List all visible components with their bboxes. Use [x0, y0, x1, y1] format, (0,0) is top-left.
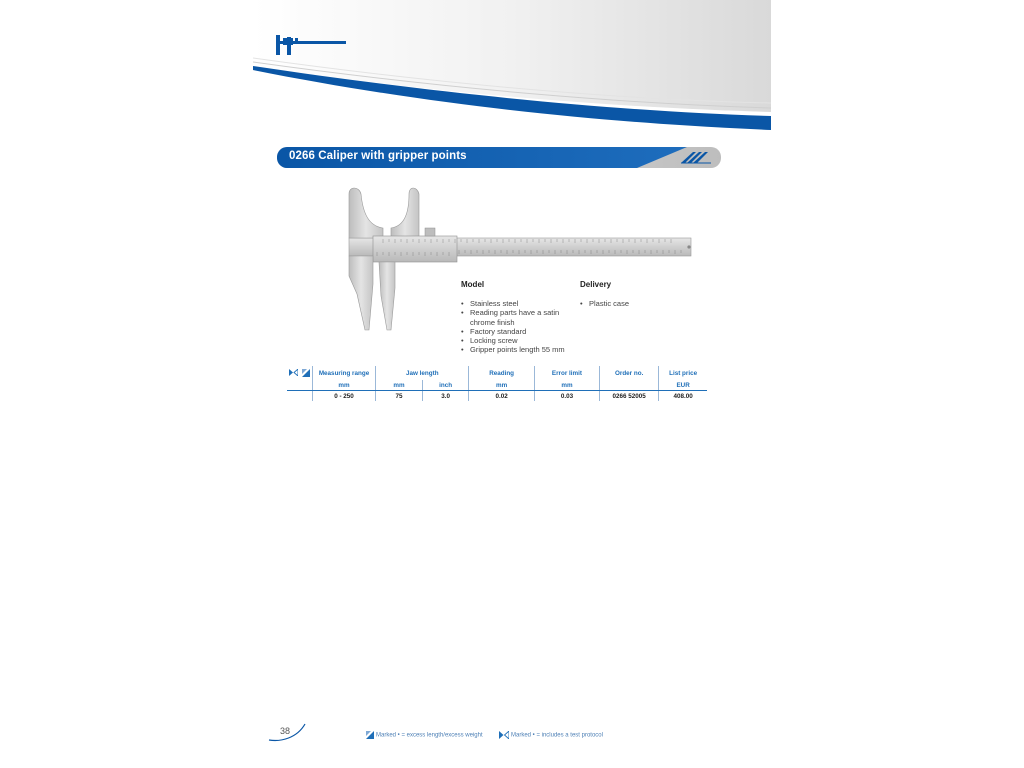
page-number: 38 [280, 726, 291, 736]
cell-reading: 0.02 [469, 391, 534, 402]
model-item: • Locking screw [461, 336, 571, 345]
cell-list-price: 408.00 [659, 391, 707, 402]
unit-error-limit: mm [534, 380, 599, 391]
header-error-limit: Error limit [534, 366, 599, 380]
cell-order-no: 0266 52005 [600, 391, 659, 402]
spec-table [287, 366, 707, 401]
test-protocol-note-text: Marked • = includes a test protocol [511, 732, 603, 739]
excess-length-note-text: Marked • = excess length/excess weight [376, 732, 483, 739]
table-header-row [287, 366, 707, 380]
header-measuring-range: Measuring range [312, 366, 375, 380]
delivery-item: • Plastic case [580, 299, 660, 308]
model-list [461, 299, 571, 355]
delivery-section [580, 280, 660, 308]
test-protocol-icon [287, 366, 299, 380]
table-units-row [287, 380, 707, 391]
delivery-list [580, 299, 660, 308]
cell-jaw-mm: 75 [376, 391, 423, 402]
test-protocol-icon [499, 731, 509, 739]
model-item: • Reading parts have a satin chrome finish [461, 308, 571, 327]
header-band [253, 0, 771, 130]
model-item: • Stainless steel [461, 299, 571, 308]
header-order-no: Order no. [600, 366, 659, 380]
page-number-badge [267, 720, 307, 742]
model-item: • Gripper points length 55 mm [461, 345, 571, 354]
header-jaw-length: Jaw length [376, 366, 469, 380]
brand-logo-icon [679, 150, 713, 165]
header-list-price: List price [659, 366, 707, 380]
excess-length-icon [299, 366, 312, 380]
model-section [461, 280, 571, 355]
excess-length-icon [366, 731, 374, 739]
unit-order-no [600, 380, 659, 391]
product-title: 0266 Caliper with gripper points [289, 150, 467, 162]
model-item: • Factory standard [461, 327, 571, 336]
unit-list-price: EUR [659, 380, 707, 391]
unit-jaw-mm: mm [376, 380, 423, 391]
unit-reading: mm [469, 380, 534, 391]
product-title-bar [277, 147, 721, 168]
delivery-heading: Delivery [580, 280, 612, 289]
unit-measuring-range: mm [312, 380, 375, 391]
caliper-icon [273, 32, 348, 60]
model-heading: Model [461, 280, 485, 289]
test-protocol-note [499, 731, 603, 739]
cell-measuring-range: 0 - 250 [312, 391, 375, 402]
header-reading: Reading [469, 366, 534, 380]
cell-jaw-inch: 3.0 [422, 391, 469, 402]
table-row [287, 391, 707, 402]
cell-error-limit: 0.03 [534, 391, 599, 402]
catalog-page [253, 0, 771, 768]
unit-jaw-inch: inch [422, 380, 469, 391]
excess-length-note [366, 731, 483, 739]
